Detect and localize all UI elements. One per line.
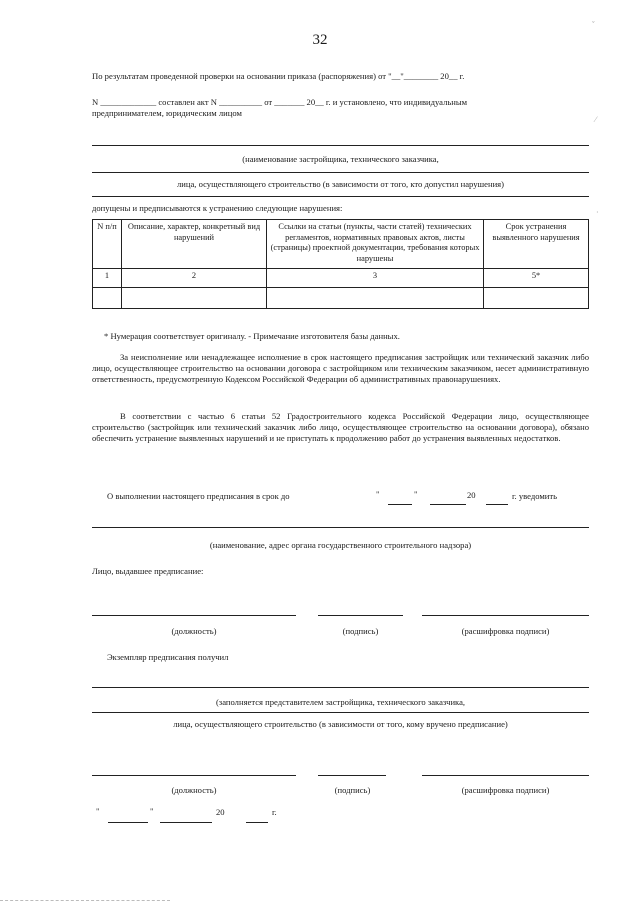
header-line-1: По результатам проведенной проверки на основании приказа (распоряжения) от "__"________ 20__ г. <box>92 71 465 81</box>
signature-blank <box>318 615 403 616</box>
date-suffix: г. <box>272 807 277 817</box>
decoding-blank <box>422 615 589 616</box>
caption-recipient-builder: лица, осуществляющего строительство (в зависимости от того, кому вручено предписание) <box>173 719 508 729</box>
date-year-blank <box>246 822 268 823</box>
sig2-signature-caption: (подпись) <box>334 785 371 795</box>
date-quote-close: " <box>150 806 154 816</box>
liability-paragraph: За неисполнение или ненадлежащее исполнение в срок настоящего предписания застройщик или технический заказчик либо лицо, осуществляющее строительство на основании договора с застройщиком или техническим заказчиком, несет административную ответственность, предусмотренную Кодексом Российской Федерации об административных правонарушениях. <box>92 352 589 384</box>
deadline-label: О выполнении настоящего предписания в срок до <box>107 491 290 501</box>
col-references-header: Ссылки на статьи (пункты, части статей) технических регламентов, нормативных правовых актов, листы (страницы) проектной документации, требования которых нарушены <box>267 220 484 269</box>
scan-artifact <box>0 900 170 901</box>
caption-builder: лица, осуществляющего строительство (в зависимости от того, кто допустил нарушения) <box>177 179 504 189</box>
obligation-paragraph: В соответствии с частью 6 статьи 52 Градостроительного кодекса Российской Федерации лицо, осуществляющее строительство (застройщик или технический заказчик либо лицо, осуществляющее строительство на основании договора), обязано обеспечить устранение выявленных нарушений и не приступать к продолжению работ до устранения выявленных недостатков. <box>92 411 589 443</box>
scan-speck: ˇ <box>592 20 595 29</box>
table-cell: 2 <box>122 269 267 288</box>
issuer-label: Лицо, выдавшее предписание: <box>92 566 204 576</box>
table-header-row <box>93 220 589 269</box>
sig2-position-caption: (должность) <box>171 785 217 795</box>
received-label: Экземпляр предписания получил <box>107 652 229 662</box>
deadline-suffix: г. уведомить <box>512 491 558 501</box>
caption-developer: (наименование застройщика, технического заказчика, <box>242 154 439 164</box>
decoding-blank <box>422 775 589 776</box>
deadline-quote-close: " <box>414 489 418 499</box>
page-number: 32 <box>312 32 328 48</box>
blank-line <box>92 145 589 146</box>
deadline-year-blank <box>486 504 508 505</box>
table-cell <box>122 288 267 309</box>
scan-speck: · <box>596 208 599 217</box>
table-cell: 5* <box>484 269 589 288</box>
position-blank <box>92 775 296 776</box>
scan-speck: ⁄ <box>595 115 597 124</box>
table-cell <box>267 288 484 309</box>
sig1-decoding-caption: (расшифровка подписи) <box>461 626 550 636</box>
table-cell: 1 <box>93 269 122 288</box>
caption-recipient: (заполняется представителем застройщика, технического заказчика, <box>215 697 466 707</box>
footnote: * Нумерация соответствует оригиналу. - Примечание изготовителя базы данных. <box>104 331 400 341</box>
table-row <box>93 288 589 309</box>
header-line-3: предпринимателем, юридическим лицом <box>92 108 242 118</box>
date-year: 20 <box>216 807 225 817</box>
position-blank <box>92 615 296 616</box>
blank-line <box>92 712 589 713</box>
blank-line <box>92 527 589 528</box>
sig2-decoding-caption: (расшифровка подписи) <box>461 785 550 795</box>
blank-line <box>92 172 589 173</box>
sig1-position-caption: (должность) <box>171 626 217 636</box>
header-line-2: N _____________ составлен акт N __________ от _______ 20__ г. и установлено, что индивидуальным <box>92 97 468 107</box>
signature-blank <box>318 775 386 776</box>
deadline-year: 20 <box>467 490 476 500</box>
col-number-header: N п/п <box>93 220 122 269</box>
col-description-header: Описание, характер, конкретный вид нарушений <box>122 220 267 269</box>
date-month-blank <box>160 822 212 823</box>
sig1-signature-caption: (подпись) <box>342 626 379 636</box>
deadline-day-blank <box>388 504 412 505</box>
table-cell: 3 <box>267 269 484 288</box>
table-cell <box>93 288 122 309</box>
deadline-quote-open: " <box>376 489 380 499</box>
table-row <box>93 269 589 288</box>
table-cell <box>484 288 589 309</box>
caption-authority: (наименование, адрес органа государственного строительного надзора) <box>209 540 472 550</box>
blank-line <box>92 687 589 688</box>
blank-line <box>92 196 589 197</box>
date-quote-open: " <box>96 806 100 816</box>
violations-table <box>92 219 589 309</box>
col-deadline-header: Срок устранения выявленного нарушения <box>484 220 589 269</box>
violations-intro: допущены и предписываются к устранению следующие нарушения: <box>92 203 343 213</box>
deadline-month-blank <box>430 504 466 505</box>
date-day-blank <box>108 822 148 823</box>
